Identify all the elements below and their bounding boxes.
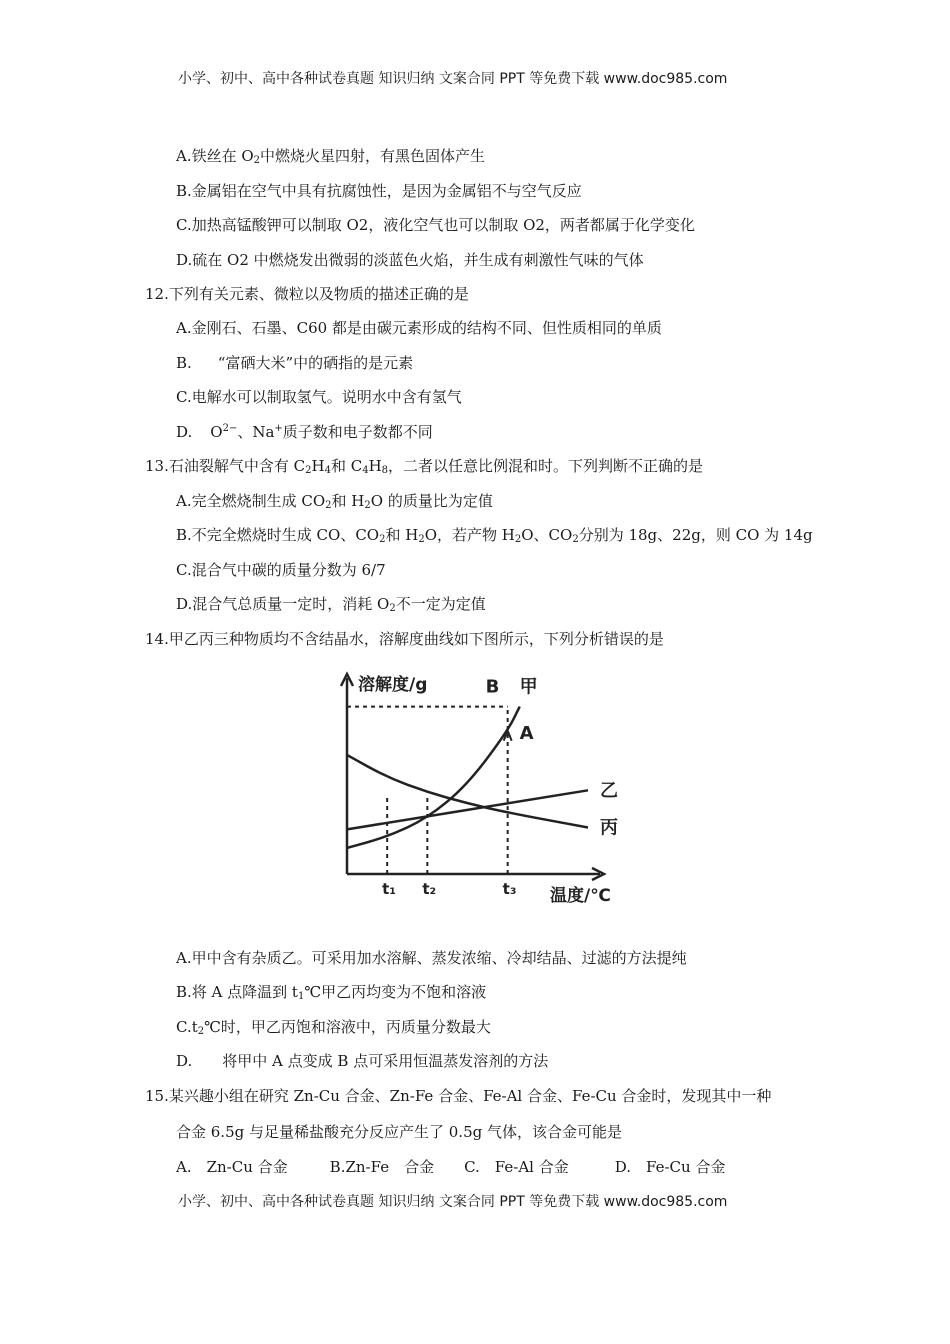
q12-option-a: A.金刚石、石墨、C60 都是由碳元素形成的结构不同、但性质相同的单质 [176,319,662,337]
text: 和 H [385,526,419,544]
series-line-乙 [347,790,588,829]
text: 中燃烧火星四射，有黑色固体产生 [260,147,486,165]
q15-option-b: B.Zn-Fe 合金 [329,1158,435,1176]
series-line-甲 [347,707,520,848]
series-label-bing: 丙 [600,817,618,839]
text: 将甲中 A 点变成 B 点可采用恒温蒸发溶剂的方法 [222,1052,549,1070]
subscript: 2 [305,465,312,476]
subscript: 2 [364,500,371,511]
q15-option-c: C. Fe-Al 合金 [464,1158,569,1176]
subscript: 2 [325,500,332,511]
subscript: 4 [324,465,331,476]
option-label: B. [176,354,192,372]
q11-option-d: D.硫在 O2 中燃烧发出微弱的淡蓝色火焰，并生成有刺激性气味的气体 [176,251,644,269]
solubility-chart [320,666,640,916]
text: B.不完全燃烧时生成 CO、CO [176,526,380,544]
q12-option-b [176,353,413,373]
page-footer: 小学、初中、高中各种试卷真题 知识归纳 文案合同 PPT 等免费下载 www.doc985.com [178,1194,728,1210]
text: 分别为 18g、22g，则 CO 为 14g [578,526,813,544]
text: 、Na [237,423,275,441]
q12-stem: 12.下列有关元素、微粒以及物质的描述正确的是 [145,285,469,303]
text: ，二者以任意比例混和时。下列判断不正确的是 [388,457,704,475]
subscript: 8 [381,465,389,476]
q11-option-a [176,146,485,166]
subscript: 1 [297,991,305,1002]
text: 质子数和电子数都不同 [282,423,433,441]
subscript: 2 [389,603,396,614]
series-line-丙 [347,755,588,828]
text: O [210,423,223,441]
x-axis-label: 温度/℃ [550,886,611,906]
text: ℃甲乙丙均变为不饱和溶液 [304,983,487,1001]
x-tick-label: t₃ [502,880,517,898]
q12-option-d [176,422,433,442]
series-label-jia: 甲 [519,676,538,698]
subscript: 4 [362,465,369,476]
text: H [311,457,325,475]
text: 和 C [330,457,363,475]
q14-option-d [176,1051,548,1071]
q13-stem [145,456,703,476]
text: C.t [176,1018,198,1036]
text: 不一定为定值 [395,595,486,613]
q15-option-d: D. Fe-Cu 合金 [614,1158,726,1176]
superscript: + [274,423,283,434]
page-header: 小学、初中、高中各种试卷真题 知识归纳 文案合同 PPT 等免费下载 www.doc985.com [178,71,728,87]
text: O，若产物 H [424,526,515,544]
q14-stem: 14.甲乙丙三种物质均不含结晶水，溶解度曲线如下图所示，下列分析错误的是 [145,630,664,648]
q13-option-b [176,525,813,545]
x-tick-label: t₂ [422,880,437,898]
text: H [368,457,382,475]
q14-option-b [176,982,486,1002]
q15-stem-line2: 合金 6.5g 与足量稀盐酸充分反应产生了 0.5g 气体，该合金可能是 [176,1123,622,1141]
q15-options [176,1157,725,1177]
q13-option-a [176,491,493,511]
q15-option-a: A. Zn-Cu 合金 [176,1158,288,1176]
q13-option-d [176,594,486,614]
series-label-yi: 乙 [600,780,618,802]
q11-option-b: B.金属铝在空气中具有抗腐蚀性，是因为金属铝不与空气反应 [176,182,582,200]
text: 13.石油裂解气中含有 C [145,457,306,475]
option-label: D. [176,423,193,441]
subscript: 2 [253,155,261,166]
text: D.混合气总质量一定时，消耗 O [176,595,390,613]
text: 和 H [331,492,365,510]
q14-option-a: A.甲中含有杂质乙。可采用加水溶解、蒸发浓缩、冷却结晶、过滤的方法提纯 [176,949,687,967]
text: ℃时，甲乙丙饱和溶液中，丙质量分数最大 [204,1018,491,1036]
subscript: 2 [418,534,425,545]
point-a-label: A [519,722,534,744]
superscript: 2− [222,423,238,434]
q14-option-c [176,1017,491,1037]
q13-option-c: C.混合气中碳的质量分数为 6/7 [176,561,386,579]
q15-stem-line1: 15.某兴趣小组在研究 Zn-Cu 合金、Zn-Fe 合金、Fe-Al 合金、Fe-Cu 合金时，发现其中一种 [145,1087,772,1105]
q12-option-c: C.电解水可以制取氢气。说明水中含有氢气 [176,388,462,406]
text: “富硒大米”中的硒指的是元素 [217,354,414,372]
subscript: 2 [514,534,522,545]
subscript: 2 [379,534,386,545]
point-b-label: B [485,676,500,698]
y-axis-label: 溶解度/g [358,675,428,695]
text: O、CO [521,526,573,544]
text: A.铁丝在 O [176,147,254,165]
subscript: 2 [197,1026,205,1037]
text: O 的质量比为定值 [370,492,493,510]
subscript: 2 [572,534,579,545]
text: B.将 A 点降温到 t [176,983,298,1001]
x-tick-label: t₁ [382,880,396,898]
option-label: D. [176,1052,193,1070]
q11-option-c: C.加热高锰酸钾可以制取 O2，液化空气也可以制取 O2，两者都属于化学变化 [176,216,695,234]
text: A.完全燃烧制生成 CO [176,492,326,510]
